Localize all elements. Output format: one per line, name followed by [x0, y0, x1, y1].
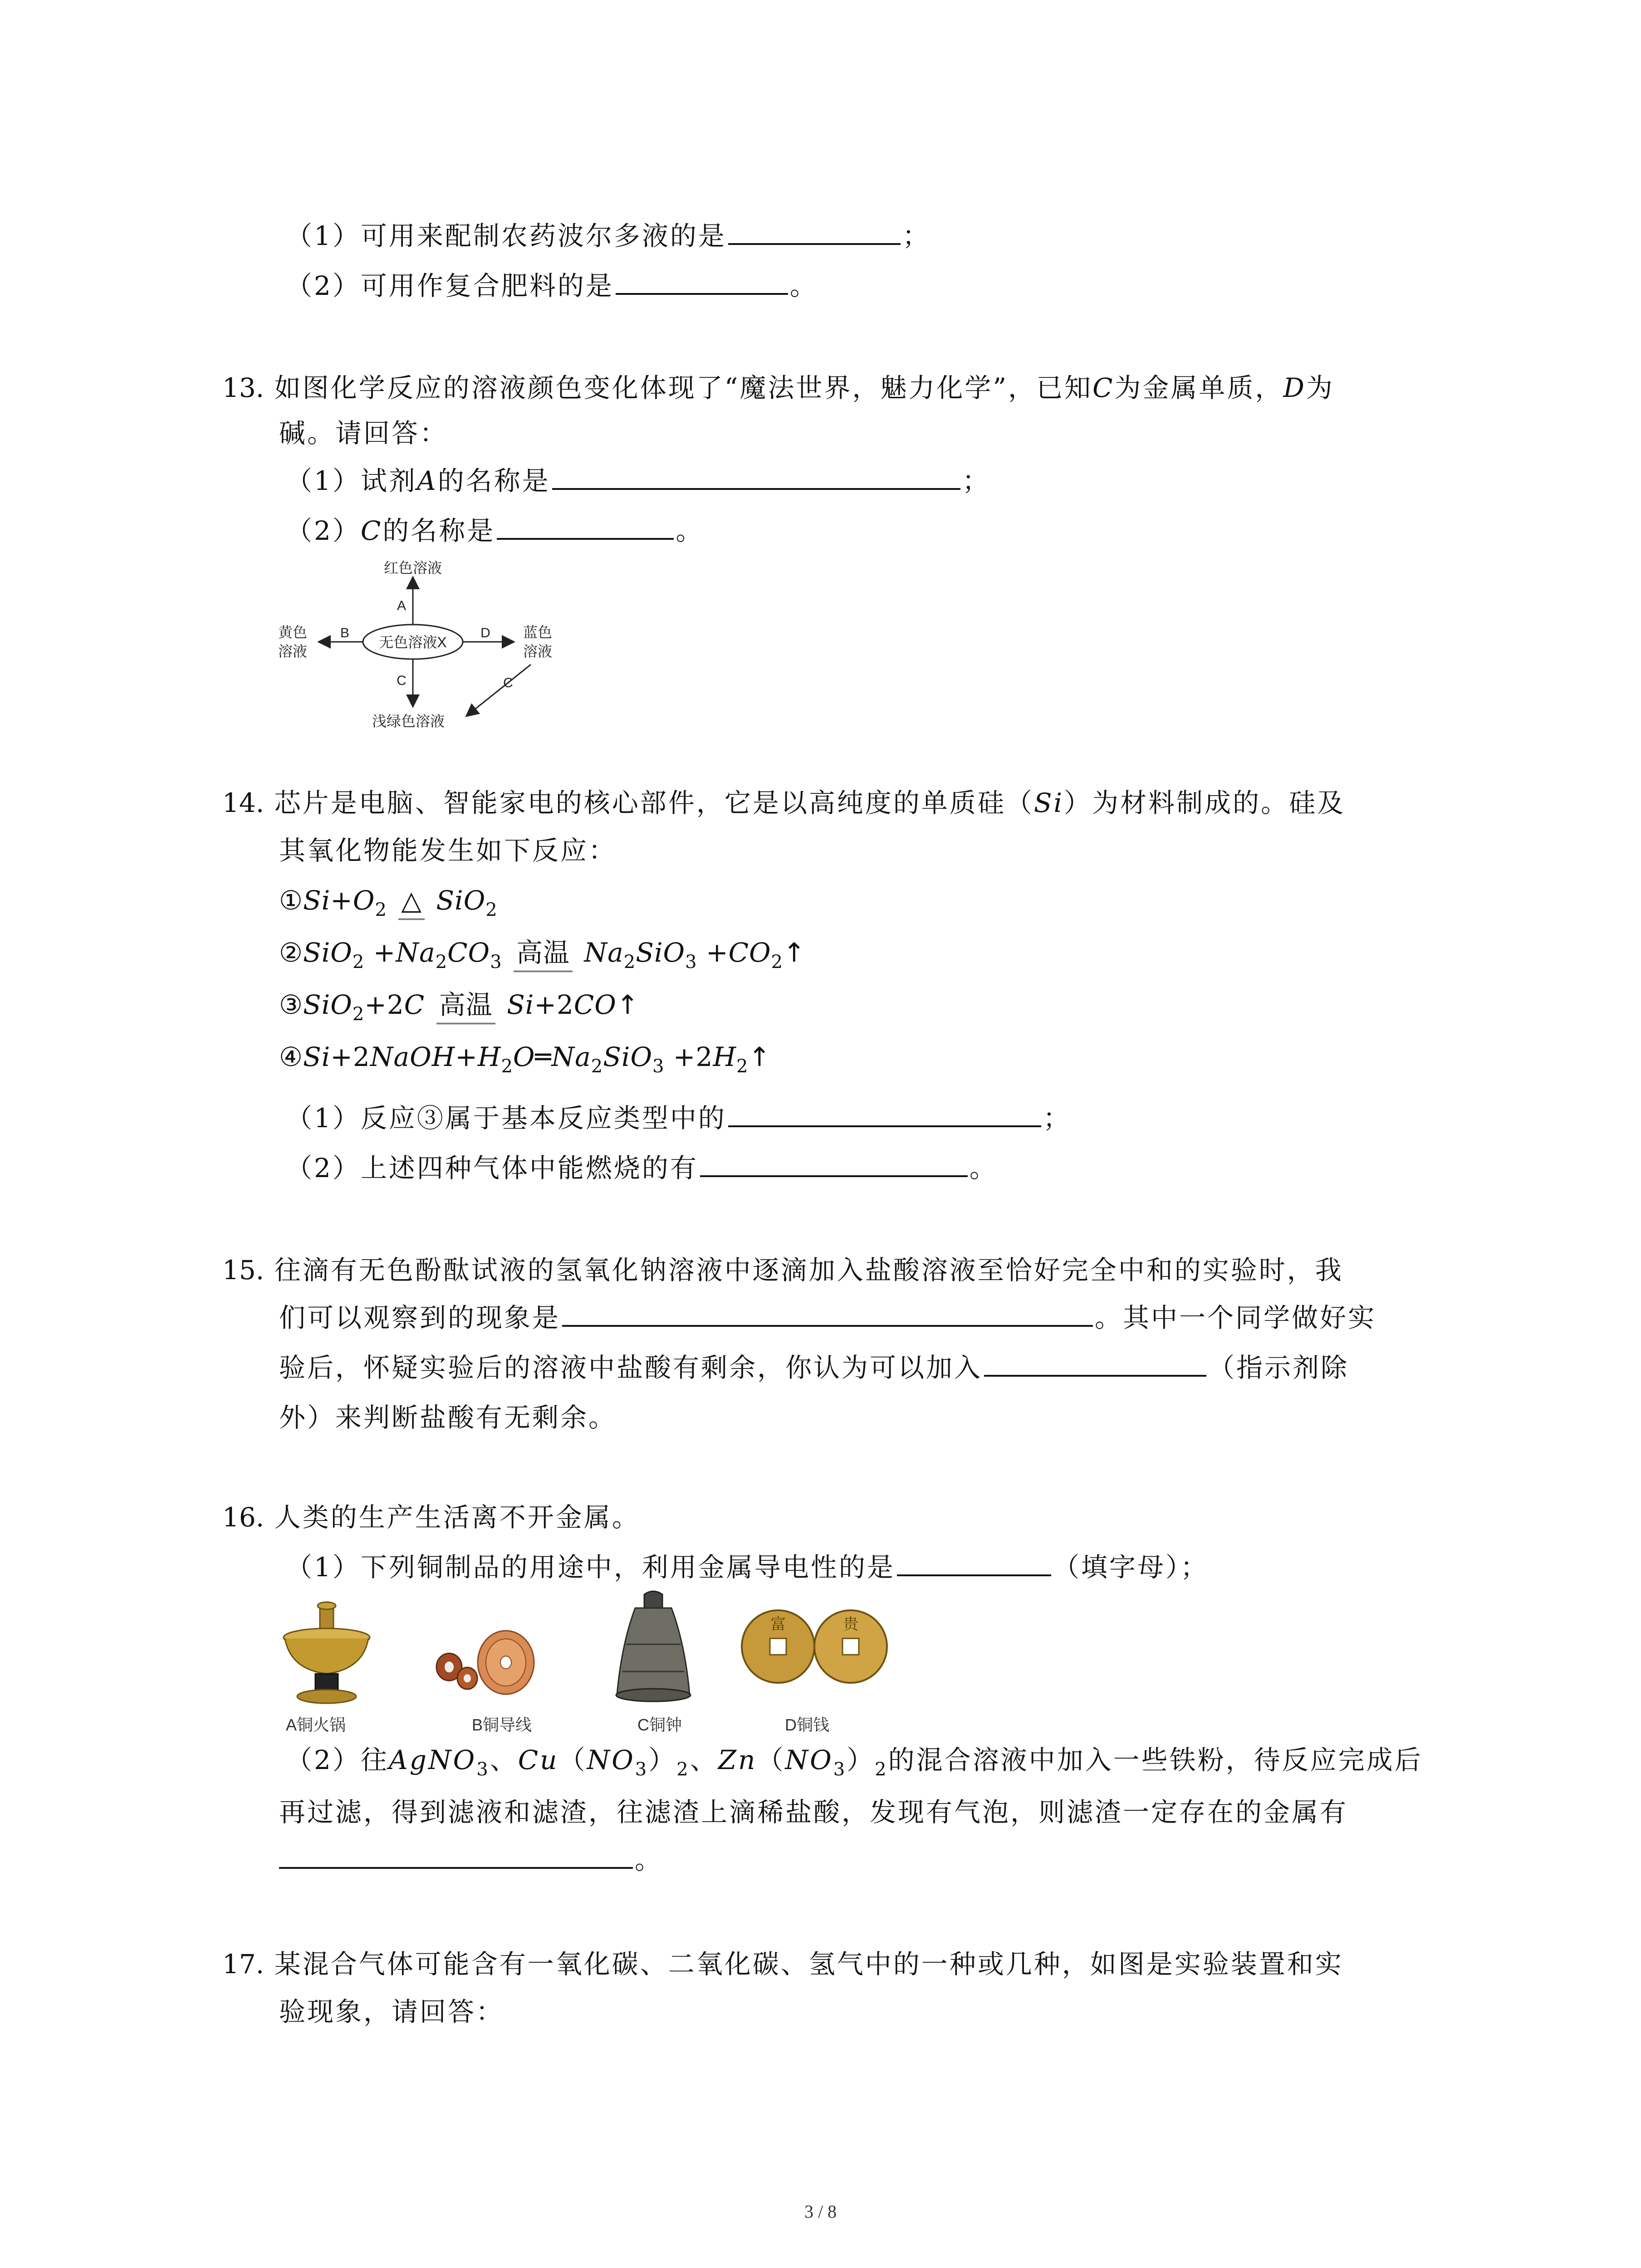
- q15-answer-blank-1[interactable]: [562, 1300, 1093, 1327]
- caption-a: A铜火锅: [286, 1716, 346, 1734]
- q13-answer-blank-1[interactable]: [552, 463, 960, 490]
- bottom-label: 浅绿色溶液: [372, 713, 445, 729]
- label-a: A: [397, 598, 407, 613]
- q14-answer-blank-2[interactable]: [700, 1150, 968, 1177]
- q16-part1: （1）下列铜制品的用途中，利用金属导电性的是 （填字母）；: [286, 1549, 1209, 1585]
- q13-stem-line1: 13. 如图化学反应的溶液颜色变化体现了“魔法世界，魅力化学”，已知C为金属单质，D为: [222, 372, 1334, 403]
- copper-hotpot-image: [277, 1601, 377, 1710]
- coin-1-glyph: 富: [770, 1615, 786, 1633]
- q13-part2: （2）C的名称是 。: [286, 513, 704, 549]
- copper-wire-image: [422, 1624, 540, 1701]
- page-number: 3 / 8: [804, 2201, 837, 2222]
- caption-d: D铜钱: [785, 1716, 829, 1734]
- coin-2-glyph: 贵: [843, 1615, 858, 1633]
- label-d: D: [480, 626, 490, 640]
- right-label-1: 蓝色: [523, 624, 553, 640]
- q14-stem-line1: 14. 芯片是电脑、智能家电的核心部件，它是以高纯度的单质硅（Si）为材料制成的。硅及: [222, 787, 1346, 818]
- q14-reaction-4: $④Si+2NaOH+H_2O═Na_2SiO_3$ $+2H_2↑$: [279, 1041, 771, 1077]
- q14-answer-blank-1[interactable]: [728, 1100, 1041, 1127]
- left-label-2: 溶液: [278, 643, 308, 660]
- q13-reaction-diagram: [272, 556, 599, 737]
- q17-line2: 验现象，请回答：: [279, 1996, 505, 2027]
- high-temp-condition-1: 高温: [514, 939, 573, 972]
- q14-reaction-3: ③SiO$_2$+2C 高温 Si+2CO↑: [279, 989, 639, 1025]
- q12-part1: （1）可用来配制农药波尔多液的是 ；: [286, 218, 931, 254]
- q15-line2: 们可以观察到的现象是 。其中一个同学做好实: [279, 1300, 1376, 1336]
- q13-part1: （1）试剂A的名称是 ；: [286, 463, 990, 499]
- arrow-c2: [467, 665, 531, 715]
- q14-part2: （2）上述四种气体中能燃烧的有 。: [286, 1150, 998, 1186]
- left-label-1: 黄色: [278, 624, 308, 640]
- center-label: 无色溶液X: [379, 634, 447, 650]
- q15-line1: 15. 往滴有无色酚酞试液的氢氧化钠溶液中逐滴加入盐酸溶液至恰好完全中和的实验时，我: [222, 1255, 1343, 1286]
- q12-part2: （2）可用作复合肥料的是 。: [286, 268, 818, 304]
- heat-condition: △: [398, 887, 425, 920]
- copper-coins-image: [737, 1601, 892, 1692]
- label-b: B: [340, 626, 350, 640]
- q16-answer-blank-1[interactable]: [897, 1549, 1051, 1576]
- right-label-2: 溶液: [523, 643, 553, 660]
- label-c2: C: [503, 675, 513, 690]
- q14-reaction-2: ②SiO$_2$ $+Na_2CO_3$ 高温 $Na_2SiO_3$ $+CO_2↑$: [279, 937, 806, 973]
- q16-part2-line3: 。: [279, 1842, 663, 1878]
- q13-answer-blank-2[interactable]: [497, 513, 674, 540]
- q13-stem-line2: 碱。请回答：: [279, 418, 448, 449]
- q12-answer-blank-1[interactable]: [728, 218, 901, 245]
- caption-b: B铜导线: [472, 1716, 532, 1734]
- q12-answer-blank-2[interactable]: [616, 268, 788, 295]
- label-c1: C: [397, 673, 407, 688]
- q15-line3: 验后，怀疑实验后的溶液中盐酸有剩余，你认为可以加入 （指示剂除: [279, 1349, 1349, 1386]
- q15-answer-blank-2[interactable]: [984, 1349, 1206, 1377]
- q14-reaction-1: $①Si+O_2$ △ SiO$_2$: [279, 885, 498, 920]
- copper-bell-image: [608, 1590, 699, 1712]
- q17-line1: 17. 某混合气体可能含有一氧化碳、二氧化碳、氢气中的一种或几种，如图是实验装置和实: [222, 1949, 1343, 1980]
- q16-part2-line1: （2）往AgNO$_3$、$Cu(NO_3)_2$、$Zn(NO_3)_2$的混合溶液中加入一些铁粉，待反应完成后: [286, 1745, 1423, 1780]
- q14-stem-line2: 其氧化物能发生如下反应：: [279, 835, 617, 866]
- q16-part2-line2: 再过滤，得到滤液和滤渣，往滤渣上滴稀盐酸，发现有气泡，则滤渣一定存在的金属有: [279, 1797, 1348, 1828]
- q16-answer-blank-2[interactable]: [279, 1842, 633, 1869]
- high-temp-condition-2: 高温: [436, 991, 495, 1024]
- q15-line4: 外）来判断盐酸有无剩余。: [279, 1402, 617, 1433]
- q16-stem: 16. 人类的生产生活离不开金属。: [222, 1502, 640, 1533]
- top-label: 红色溶液: [383, 560, 442, 576]
- q14-part1: （1）反应③属于基本反应类型中的 ；: [286, 1100, 1071, 1136]
- caption-c: C铜钟: [637, 1716, 682, 1734]
